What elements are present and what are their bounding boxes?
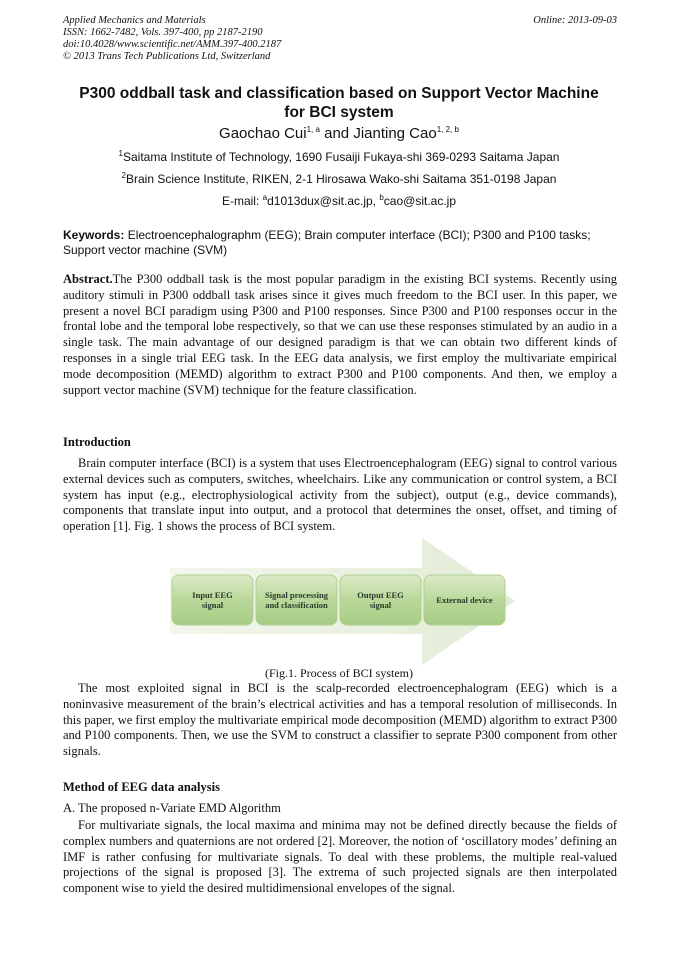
keywords-label: Keywords: bbox=[63, 228, 128, 242]
method-subheading: A. The proposed n-Variate EMD Algorithm bbox=[63, 801, 281, 815]
figure-caption: (Fig.1. Process of BCI system) bbox=[265, 666, 413, 680]
box-input-eeg: Input EEG signal bbox=[192, 590, 233, 610]
affiliation-2-num: 2 bbox=[121, 171, 126, 180]
affiliation-1-num: 1 bbox=[118, 149, 123, 158]
affiliation-1 bbox=[40, 150, 638, 164]
method-paragraph-1: For multivariate signals, the local maxima and minima may not be defined directly because the fields of complex numbers and quaternions are not ordered [2]. Moreover, the notion of ‘oscillatory modes’ defining an IMF is rather confusing for multivariate signals. To deal with these problems, the multiple real-valued projections of the signal is proposed [3]. The extrema of such projected signals are then interpolated component wise to yield the desired multidimensional envelopes of the signal. bbox=[63, 818, 617, 896]
keywords bbox=[63, 228, 617, 257]
affiliation-2 bbox=[40, 172, 638, 186]
box-signal-processing: Signal processing and classification bbox=[265, 590, 328, 610]
email-label: E-mail: bbox=[221, 194, 263, 208]
introduction-heading: Introduction bbox=[63, 435, 131, 449]
keywords-text: Electroencephalographm (EEG); Brain computer interface (BCI); P300 and P100 tasks; Support vector machine (SVM) bbox=[63, 228, 591, 257]
copyright-line: © 2013 Trans Tech Publications Ltd, Switzerland bbox=[63, 51, 271, 62]
method-heading: Method of EEG data analysis bbox=[63, 780, 220, 794]
title-line-2: for BCI system bbox=[284, 104, 394, 121]
title-line-1: P300 oddball task and classification based on Support Vector Machine bbox=[79, 85, 599, 102]
author-and: and bbox=[319, 125, 354, 142]
introduction-paragraph-1: Brain computer interface (BCI) is a system that uses Electroencephalogram (EEG) signal to control various external devices such as computers, switches, wheelchairs. Like any communication or control system, a BCI system has input (e.g., electrophysiological activity from the subject), output (e.g., device commands), components that translate input into output, and a protocol that determines the onset, offset, and timing of operation [1]. Fig. 1 shows the process of BCI system. bbox=[63, 456, 617, 534]
bci-process-figure bbox=[170, 538, 515, 665]
box-output-eeg: Output EEG signal bbox=[357, 590, 404, 610]
email-b-sup: b bbox=[379, 193, 384, 202]
box-external-device: External device bbox=[436, 595, 493, 605]
email-a-sup: a bbox=[262, 193, 268, 202]
journal-header bbox=[63, 15, 617, 63]
author-1-sup: 1, a bbox=[306, 125, 320, 134]
journal-name: Applied Mechanics and Materials bbox=[63, 15, 206, 26]
author-1: Gaochao Cui bbox=[219, 125, 307, 142]
issn-line: ISSN: 1662-7482, Vols. 397-400, pp 2187-2190 bbox=[63, 27, 263, 38]
email-a: d1013dux@sit.ac.jp, bbox=[267, 194, 380, 208]
author-list bbox=[40, 124, 638, 144]
affiliation-2-text: Brain Science Institute, RIKEN, 2-1 Hirosawa Wako-shi Saitama 351-0198 Japan bbox=[126, 172, 557, 186]
introduction-paragraph-2: The most exploited signal in BCI is the scalp-recorded electroencephalogram (EEG) which is a noninvasive measurement of the brain’s electrical activities and has a temporal resolution of milliseconds. In this paper, we first employ the multivariate empirical mode decomposition (MEMD) algorithm to extract P300 and P100 components. Then, we use the SVM to construct a classifier to seprate P300 component from other signals. bbox=[63, 681, 617, 759]
abstract-text: The P300 oddball task is the most popular paradigm in the existing BCI systems. Recently using auditory stimuli in P300 oddball task arises since it gives much freedom to the BCI user. In this paper, we present a novel BCI paradigm using P300 and P100 responses. Since P300 and P100 responses occur in the frontal lobe and the temporal lobe respectively, so that we can use these responses stimulated by an audio in a single task. The main advantage of our designed paradigm is that we can obtain two different kinds of responses in a single trial EEG task. In the EEG data analysis, we first employ the multivariate empirical mode decomposition (MEMD) algorithm to extract P300 and P100 components. And then, we employ a support vector machine (SVM) technique for the feature classification. bbox=[63, 272, 617, 397]
abstract bbox=[63, 272, 617, 398]
online-date: Online: 2013-09-03 bbox=[533, 15, 617, 26]
author-2-sup: 1, 2, b bbox=[436, 125, 459, 134]
email-line bbox=[40, 194, 638, 208]
abstract-label: Abstract. bbox=[63, 272, 113, 286]
paper-title bbox=[40, 84, 638, 122]
author-2: Jianting Cao bbox=[353, 125, 437, 142]
affiliation-1-text: Saitama Institute of Technology, 1690 Fusaiji Fukaya-shi 369-0293 Saitama Japan bbox=[122, 150, 560, 164]
doi-line: doi:10.4028/www.scientific.net/AMM.397-400.2187 bbox=[63, 39, 282, 50]
email-b: cao@sit.ac.jp bbox=[383, 194, 457, 208]
